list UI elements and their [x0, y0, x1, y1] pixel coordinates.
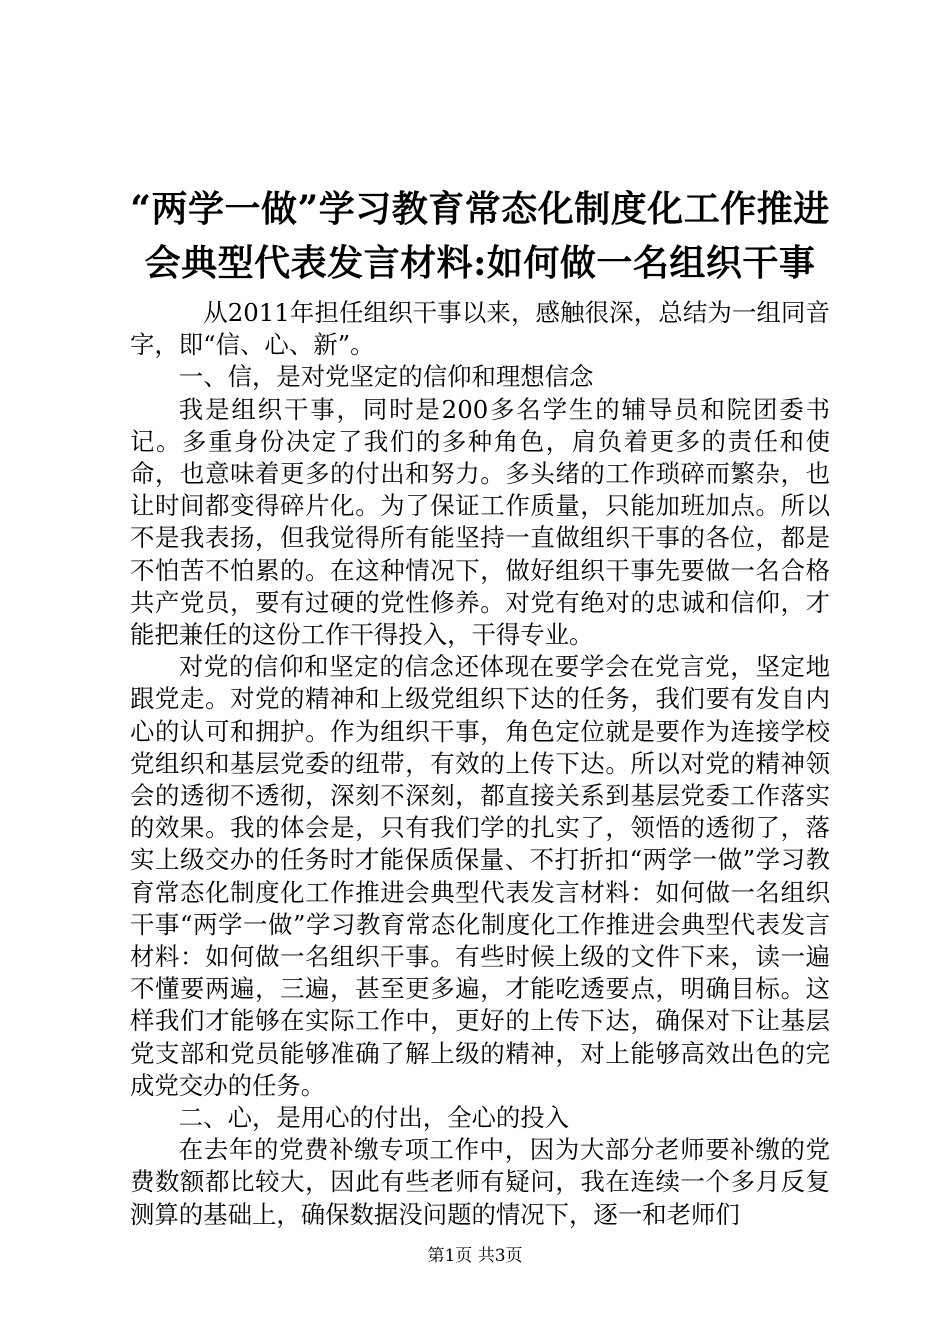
page-footer: 第1页 共3页	[427, 1246, 523, 1266]
document-title-line-2: 会典型代表发言材料:如何做一名组织干事	[144, 242, 816, 284]
section-heading-2: 二、心，是用心的付出，全心的投入	[178, 1103, 570, 1133]
body-paragraph-2: 对党的信仰和坚定的信念还体现在要学会在党言党，坚定地跟党走。对党的精神和上级党组织下达的任务，我们要有发自内心的认可和拥护。作为组织干事，角色定位就是要作为连接学校党组织和基层党委的纽带，有效的上传下达。所以对党的精神领会的透彻不透彻，深刻不深刻，都直接关系到基层党委工作落实的效果。我的体会是，只有我们学的扎实了，领悟的透彻了，落实上级交办的任务时才能保质保量、不打折扣“两学一做”学习教育常态化制度化工作推进会典型代表发言材料：如何做一名组织干事“两学一做”学习教育常态化制度化工作推进会典型代表发言材料：如何做一名组织干事。有些时候上级的文件下来，读一遍不懂要两遍，三遍，甚至更多遍，才能吃透要点，明确目标。这样我们才能够在实际工作中，更好的上传下达，确保对下让基层党支部和党员能够准确了解上级的精神，对上能够高效出色的完成党交办的任务。	[130, 652, 830, 1100]
document-title-line-1: “两学一做”学习教育常态化制度化工作推进	[130, 188, 830, 230]
body-paragraph-1: 我是组织干事，同时是200多名学生的辅导员和院团委书记。多重身份决定了我们的多种角色，肩负着更多的责任和使命，也意味着更多的付出和努力。多头绪的工作琐碎而繁杂，也让时间都变得碎片化。为了保证工作质量，只能加班加点。所以不是我表扬，但我觉得所有能坚持一直做组织干事的各位，都是不怕苦不怕累的。在这种情况下，做好组织干事先要做一名合格共产党员，要有过硬的党性修养。对党有绝对的忠诚和信仰，才能把兼任的这份工作干得投入，干得专业。	[130, 394, 830, 650]
intro-paragraph: 从2011年担任组织干事以来，感触很深，总结为一组同音字，即“信、心、新”。	[130, 298, 830, 360]
body-paragraph-3: 在去年的党费补缴专项工作中，因为大部分老师要补缴的党费数额都比较大，因此有些老师有疑问，我在连续一个多月反复测算的基础上，确保数据没问题的情况下，逐一和老师们	[130, 1135, 830, 1229]
section-heading-1: 一、信，是对党坚定的信仰和理想信念	[178, 362, 594, 392]
document-body	[130, 297, 830, 1231]
document-title	[130, 182, 830, 290]
